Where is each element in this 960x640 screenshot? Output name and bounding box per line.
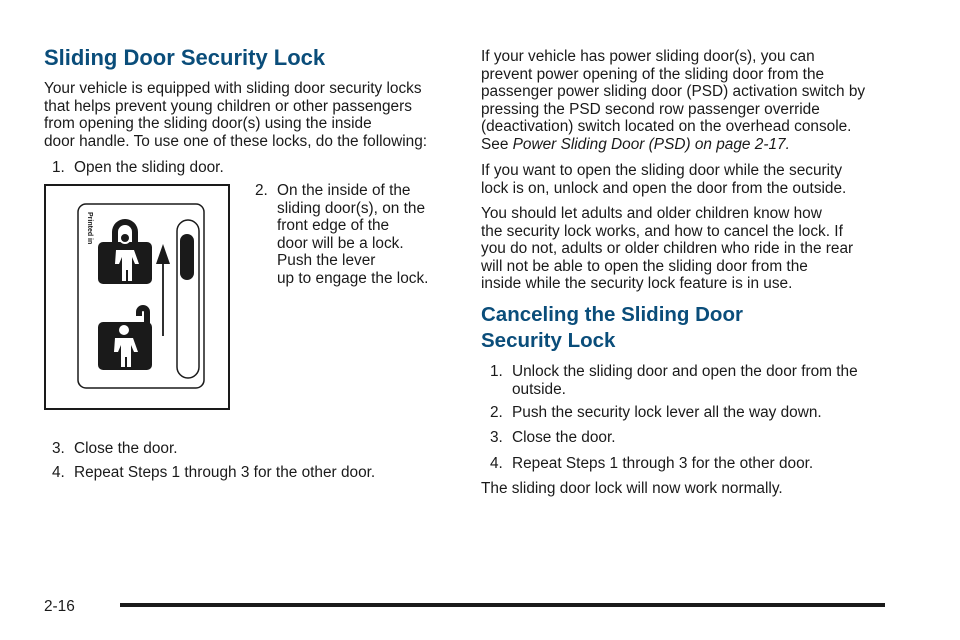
- step-line: front edge of the: [277, 217, 390, 235]
- lock-illustration: [44, 184, 230, 410]
- section-heading: [481, 302, 901, 354]
- step-number: 3.: [490, 429, 503, 446]
- step-text: Push the security lock lever all the way down.: [512, 404, 822, 421]
- step-number: 4.: [52, 464, 65, 481]
- step-text: Close the door.: [74, 440, 178, 457]
- step-number: 3.: [52, 440, 65, 457]
- paragraph-line: You should let adults and older children know how: [481, 205, 822, 222]
- cross-reference-link[interactable]: Power Sliding Door (PSD) on page 2-17.: [512, 135, 790, 153]
- paragraph-line: [481, 136, 865, 154]
- intro-line: Your vehicle is equipped with sliding door security locks: [44, 80, 422, 97]
- step-text: [277, 182, 428, 288]
- step-text: Repeat Steps 1 through 3 for the other door.: [74, 464, 376, 481]
- footer-rule: [120, 603, 885, 607]
- paragraph-line: (deactivation) switch located on the overhead console.: [481, 118, 852, 136]
- paragraph-line: If you want to open the sliding door while the security: [481, 162, 843, 179]
- paragraph-line: the security lock works, and how to cancel the lock. If: [481, 222, 843, 240]
- paragraph-line: inside while the security lock feature is in use.: [481, 275, 793, 293]
- paragraph-line: If your vehicle has power sliding door(s), you can: [481, 48, 815, 65]
- step-line: up to engage the lock.: [277, 269, 429, 287]
- intro-line: that helps prevent young children or other passengers: [44, 97, 412, 115]
- lock-diagram-icon: [46, 186, 228, 408]
- paragraph-line: will not be able to open the sliding door from the: [481, 257, 808, 275]
- step-text: Open the sliding door.: [74, 159, 224, 176]
- paragraph-line: passenger power sliding door (PSD) activation switch by: [481, 83, 866, 101]
- step-number: 2.: [255, 182, 268, 199]
- figure-label: Printed in: [86, 212, 93, 245]
- section-title: Sliding Door Security Lock: [44, 45, 326, 70]
- step-line: Push the lever: [277, 252, 376, 270]
- step-number: 1.: [490, 363, 503, 380]
- step-text: [512, 363, 858, 398]
- intro-line: from opening the sliding door(s) using the inside: [44, 115, 372, 133]
- step-line: sliding door(s), on the: [277, 199, 425, 217]
- heading-line: Security Lock: [481, 329, 616, 352]
- intro-paragraph: [44, 80, 427, 150]
- page-number: 2-16: [44, 598, 75, 615]
- step-number: 2.: [490, 404, 503, 421]
- step-text: Repeat Steps 1 through 3 for the other door.: [512, 455, 814, 472]
- step-number: 1.: [52, 159, 65, 176]
- step-line: On the inside of the: [277, 182, 411, 199]
- unlock-paragraph: [481, 162, 846, 197]
- step-line: Unlock the sliding door and open the door from the: [512, 363, 858, 380]
- heading-line: Canceling the Sliding Door: [481, 303, 743, 326]
- paragraph-line: prevent power opening of the sliding door from the: [481, 65, 825, 83]
- closing-text: The sliding door lock will now work normally.: [481, 480, 783, 497]
- inform-paragraph: [481, 205, 853, 293]
- step-text: Close the door.: [512, 429, 616, 446]
- paragraph-line: you do not, adults or older children who ride in the rear: [481, 240, 854, 258]
- step-number: 4.: [490, 455, 503, 472]
- step-line: door will be a lock.: [277, 234, 404, 252]
- step-line: outside.: [512, 380, 566, 398]
- lever-icon: [180, 234, 194, 280]
- paragraph-line: pressing the PSD second row passenger override: [481, 100, 820, 118]
- psd-paragraph: [481, 48, 865, 154]
- paragraph-line: lock is on, unlock and open the door from the outside.: [481, 179, 847, 197]
- see-text: See: [481, 135, 509, 153]
- intro-line: door handle. To use one of these locks, do the following:: [44, 132, 428, 150]
